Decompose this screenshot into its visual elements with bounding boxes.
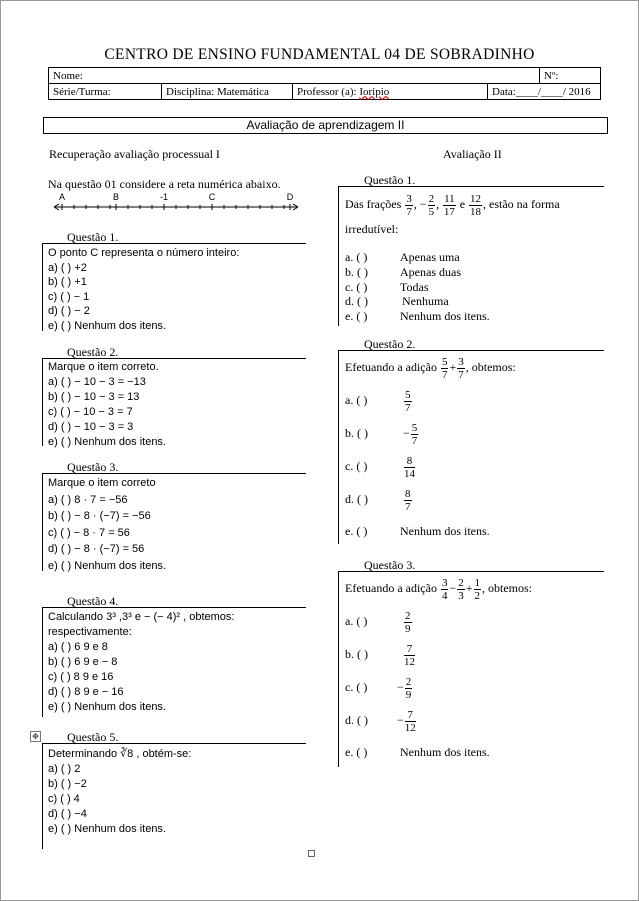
rq1-opt-a[interactable]: a. ( ) Apenas uma xyxy=(345,250,460,264)
nl-label-b: B xyxy=(112,192,120,202)
student-header-table xyxy=(48,67,601,100)
rq1-frac-3: $\frac{11}{17}$ xyxy=(443,192,455,218)
rq2-opt-e[interactable]: e. ( ) Nenhum dos itens. xyxy=(345,524,490,538)
lq3-opt-b[interactable]: b) ( ) − 8 · (−7) = −56 xyxy=(48,510,151,522)
rq3-opt-c[interactable]: c. ( ) − $\frac{2}{9}$ xyxy=(345,675,412,701)
rq1-bar xyxy=(338,186,339,326)
rq2-opt-d[interactable]: d. ( ) $\frac{8}{7}$ xyxy=(345,487,411,513)
lq4-opt-a[interactable]: a) ( ) 6 9 e 8 xyxy=(48,641,108,653)
rq2-opt-b[interactable]: b. ( ) − $\frac{5}{7}$ xyxy=(345,421,418,447)
lq3-body xyxy=(48,475,166,574)
lq2-rule xyxy=(42,358,306,359)
lq4-stem: Calculando 3³ ,3³ e − (− 4)² , obtemos: xyxy=(48,611,235,623)
rq1-frac-1: $\frac{3}{7}$ xyxy=(406,192,412,218)
lq5-opt-d[interactable]: d) ( ) −4 xyxy=(48,808,87,820)
rq3-bar xyxy=(338,571,339,767)
professor-cell: Professor (a): Ioripio xyxy=(293,84,488,100)
nl-label-minus1: -1 xyxy=(159,192,169,202)
lq2-opt-a[interactable]: a) ( ) − 10 − 3 = −13 xyxy=(48,376,146,388)
nome-cell[interactable]: Nome: xyxy=(49,68,540,84)
rq3-opt-a[interactable]: a. ( ) $\frac{2}{9}$ xyxy=(345,609,411,635)
lq5-title: Questão 5. xyxy=(67,730,119,744)
rq1-stem-post: , estão na forma xyxy=(483,197,560,211)
lq1-bar xyxy=(42,243,43,331)
rq2-title: Questão 2. xyxy=(364,337,416,351)
lq3-opt-e[interactable]: e) ( ) Nenhum dos itens. xyxy=(48,559,166,572)
lq2-stem: Marque o item correto. xyxy=(48,361,159,373)
rq3-stem-pre: Efetuando a adição xyxy=(345,581,437,595)
rq1-title: Questão 1. xyxy=(364,173,416,187)
lq5-rule xyxy=(42,743,306,744)
lq4-title: Questão 4. xyxy=(67,594,119,608)
lq4-opt-b[interactable]: b) ( ) 6 9 e − 8 xyxy=(48,656,118,668)
rq1-frac-4: $\frac{12}{18}$ xyxy=(470,192,482,218)
rq3-opt-e[interactable]: e. ( ) Nenhum dos itens. xyxy=(345,745,490,759)
lq2-opt-d[interactable]: d) ( ) − 10 − 3 = 3 xyxy=(48,421,134,433)
rq2-stem: Efetuando a adição $\frac{5}{7}$ + $\frac{3}{7}$ , obtemos: xyxy=(345,355,516,381)
lq1-stem: O ponto C representa o número inteiro: xyxy=(48,247,240,259)
lq5-opt-c[interactable]: c) ( ) 4 xyxy=(48,793,80,805)
serie-cell[interactable]: Série/Turma: xyxy=(49,84,162,100)
lq4-opt-e[interactable]: e) ( ) Nenhum dos itens. xyxy=(48,701,166,713)
rq2-bar xyxy=(338,350,339,544)
rq3-options xyxy=(345,605,490,767)
rq1-opt-e[interactable]: e. ( ) Nenhum dos itens. xyxy=(345,309,490,324)
lq4-opt-c[interactable]: c) ( ) 8 9 e 16 xyxy=(48,671,114,683)
lq1-opt-b[interactable]: b) ( ) +1 xyxy=(48,276,87,288)
rq2-options xyxy=(345,384,490,546)
rq2-stem-frac-2: $\frac{3}{7}$ xyxy=(458,355,464,381)
nl-label-c: C xyxy=(208,192,216,202)
rq2-opt-a[interactable]: a. ( ) $\frac{5}{7}$ xyxy=(345,388,411,414)
rq1-stem-pre: Das frações xyxy=(345,197,402,211)
disciplina-cell: Disciplina: Matemática xyxy=(162,84,293,100)
lq1-opt-e[interactable]: e) ( ) Nenhum dos itens. xyxy=(48,319,166,332)
lq4-rule xyxy=(42,607,306,608)
rq1-opt-b[interactable]: b. ( ) Apenas duas xyxy=(345,264,461,279)
rq3-stem-post: , obtemos: xyxy=(482,581,533,595)
rq3-title: Questão 3. xyxy=(364,558,416,572)
rq2-stem-post: , obtemos: xyxy=(465,360,516,374)
rq3-stem-frac-2: $\frac{2}{3}$ xyxy=(458,576,464,602)
lq4-bar xyxy=(42,607,43,717)
assessment-title-band: Avaliação de aprendizagem II xyxy=(43,117,608,134)
lq3-stem: Marque o item correto xyxy=(48,477,156,489)
rq3-stem-frac-1: $\frac{3}{4}$ xyxy=(441,576,448,602)
rq1-opt-c[interactable]: c. ( ) Todas xyxy=(345,279,429,294)
rq3-opt-d[interactable]: d. ( ) − $\frac{7}{12}$ xyxy=(345,708,416,734)
lq1-opt-d[interactable]: d) ( ) − 2 xyxy=(48,305,90,317)
rq3-opt-b[interactable]: b. ( ) $\frac{7}{12}$ xyxy=(345,642,415,668)
lq1-title: Questão 1. xyxy=(67,230,119,244)
rq3-stem-frac-3: $\frac{1}{2}$ xyxy=(474,576,481,602)
lq5-opt-e[interactable]: e) ( ) Nenhum dos itens. xyxy=(48,823,166,835)
lq4-body xyxy=(48,610,234,715)
data-cell[interactable]: Data:____/____/ 2016 xyxy=(488,84,601,100)
nl-label-a: A xyxy=(58,192,66,202)
lq1-rule xyxy=(42,243,306,244)
lq5-opt-a[interactable]: a) ( ) 2 xyxy=(48,763,81,775)
move-handle-icon[interactable]: ✥ xyxy=(30,731,41,742)
lq2-opt-c[interactable]: c) ( ) − 10 − 3 = 7 xyxy=(48,406,133,418)
paragraph-mark-icon xyxy=(308,850,315,857)
lq2-opt-b[interactable]: b) ( ) − 10 − 3 = 13 xyxy=(48,391,140,403)
lq2-title: Questão 2. xyxy=(67,345,119,359)
nl-label-d: D xyxy=(286,192,294,202)
lq1-body xyxy=(48,246,239,333)
lq5-opt-b[interactable]: b) ( ) −2 xyxy=(48,778,87,790)
numero-cell[interactable]: Nº: xyxy=(540,68,601,84)
lq2-opt-e[interactable]: e) ( ) Nenhum dos itens. xyxy=(48,436,166,448)
rq1-options xyxy=(345,250,490,324)
lq3-rule xyxy=(42,473,306,474)
lq3-opt-c[interactable]: c) ( ) − 8 · 7 = 56 xyxy=(48,526,130,539)
rq1-frac-2: $\frac{2}{5}$ xyxy=(428,192,435,218)
lq5-bar xyxy=(42,743,43,849)
right-heading: Avaliação II xyxy=(443,147,502,161)
rq1-stem2: irredutível: xyxy=(345,222,399,236)
lq2-bar xyxy=(42,358,43,446)
lq4-opt-d[interactable]: d) ( ) 8 9 e − 16 xyxy=(48,686,124,698)
lq1-opt-c[interactable]: c) ( ) − 1 xyxy=(48,290,90,303)
lq5-stem: Determinando ∛8 , obtém-se: xyxy=(48,748,192,760)
rq3-stem: Efetuando a adição $\frac{3}{4}$ − $\frac{2}{3}$ + $\frac{1}{2}$ , obtemos: xyxy=(345,576,533,602)
rq2-opt-c[interactable]: c. ( ) $\frac{8}{14}$ xyxy=(345,454,415,480)
lq4-stem2: respectivamente: xyxy=(48,626,132,638)
lq3-opt-d[interactable]: d) ( ) − 8 · (−7) = 56 xyxy=(48,543,145,555)
lq1-opt-a[interactable]: a) ( ) +2 xyxy=(48,261,87,274)
lq3-opt-a[interactable]: a) ( ) 8 · 7 = −56 xyxy=(48,493,128,506)
rq1-stem-line: Das frações $\frac{3}{7}$ , − $\frac{2}{5}$ , $\frac{11}{17}$ e $\frac{12}{18}$ , estão na forma xyxy=(345,192,560,218)
rq2-stem-pre: Efetuando a adição xyxy=(345,360,437,374)
lq2-body xyxy=(48,360,166,450)
rq2-stem-frac-1: $\frac{5}{7}$ xyxy=(441,355,448,381)
lq5-body xyxy=(48,747,191,837)
school-title: CENTRO DE ENSINO FUNDAMENTAL 04 DE SOBRADINHO xyxy=(104,46,535,63)
left-heading: Recuperação avaliação processual I xyxy=(49,147,220,161)
numberline-intro: Na questão 01 considere a reta numérica abaixo. xyxy=(48,177,281,191)
number-line xyxy=(48,190,303,214)
lq3-title: Questão 3. xyxy=(67,460,119,474)
rq1-opt-d[interactable]: d. ( ) Nenhuma xyxy=(345,294,449,309)
lq3-bar xyxy=(42,473,43,571)
